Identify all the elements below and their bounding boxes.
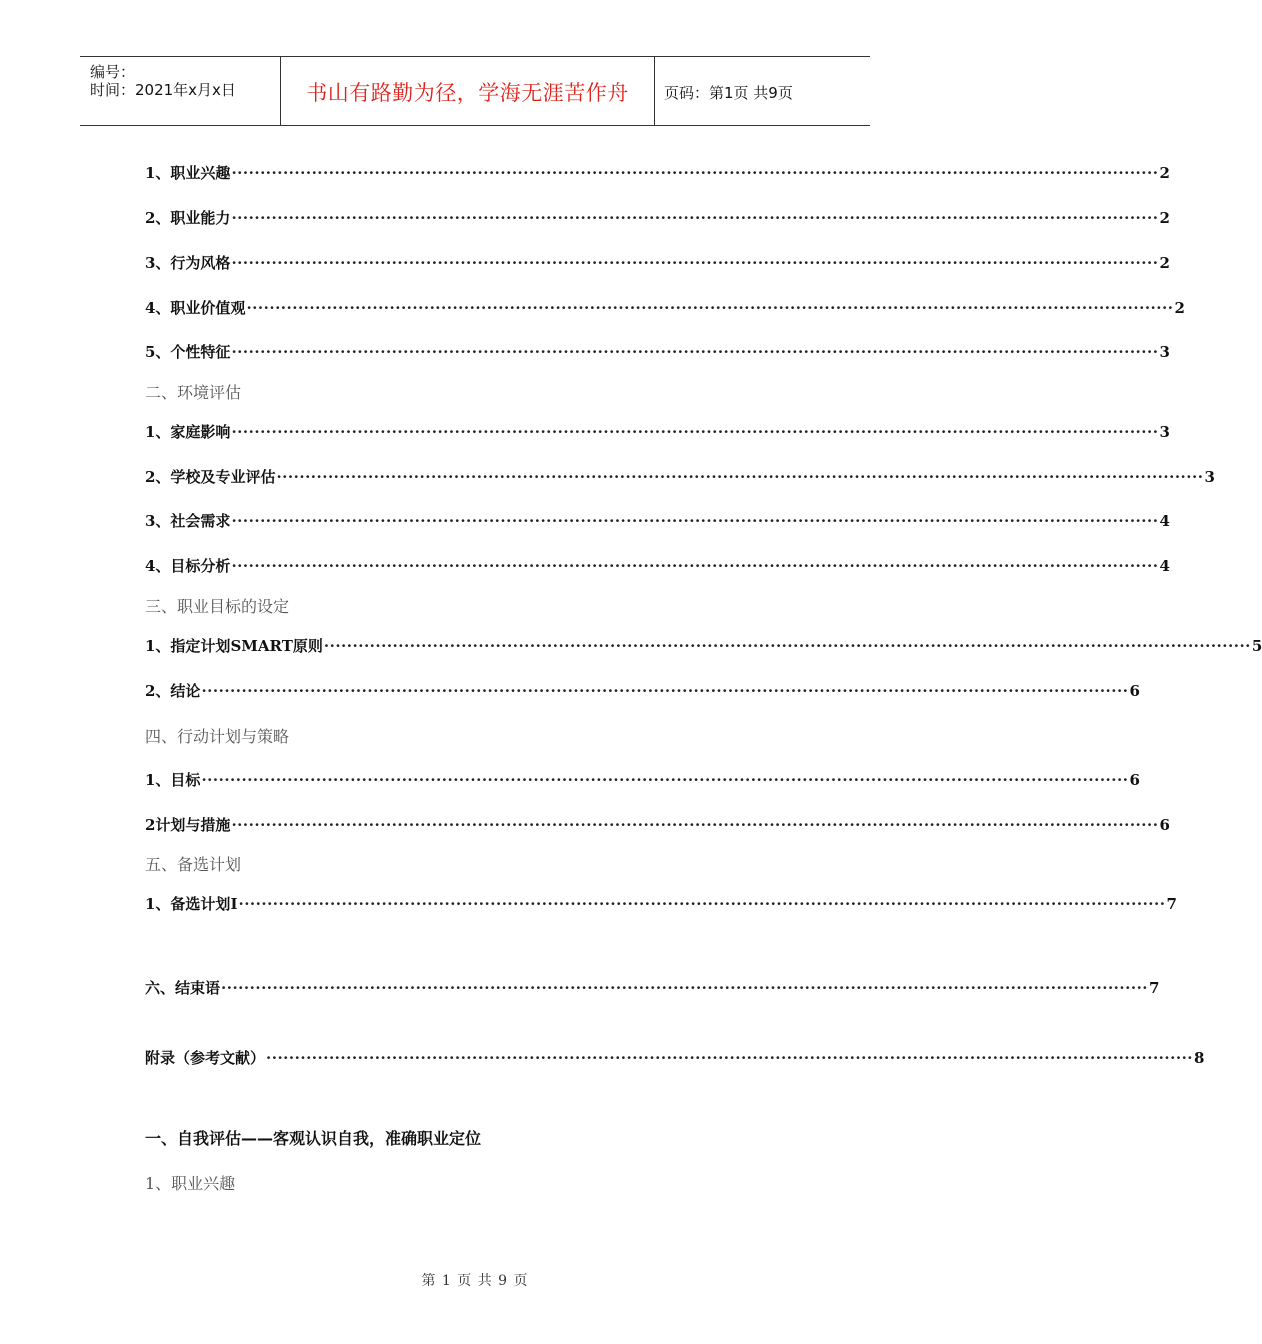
toc-entry-title: 3、社会需求 — [145, 512, 231, 530]
toc-entry-page: 3 — [1204, 468, 1215, 486]
toc-leader-dots: ·································································································································································· — [201, 771, 1129, 789]
toc-entry-title: 1、目标 — [145, 771, 201, 789]
toc-entry[interactable] — [145, 162, 1170, 184]
toc-entry-title: 4、目标分析 — [145, 557, 231, 575]
toc-entry[interactable] — [145, 252, 1170, 274]
toc-entry-page: 6 — [1129, 771, 1140, 789]
toc-entry-page: 3 — [1159, 343, 1170, 361]
toc-leader-dots: ·································································································································································· — [276, 468, 1204, 486]
toc-section-heading[interactable]: 五、备选计划 — [145, 855, 242, 874]
toc-entry-page: 5 — [1251, 637, 1262, 655]
time-label: 时间：2021年x月x日 — [90, 81, 236, 99]
toc-entry-page: 6 — [1129, 682, 1140, 700]
toc-leader-dots: ·································································································································································· — [231, 343, 1159, 361]
toc-entry-title: 1、备选计划Ⅰ — [145, 895, 238, 913]
toc-entry[interactable] — [145, 297, 1185, 319]
header-motto-cell — [281, 57, 655, 125]
toc-entry-page: 3 — [1159, 423, 1170, 441]
toc-entry-page: 8 — [1194, 1049, 1205, 1067]
toc-leader-dots: ·································································································································································· — [221, 979, 1149, 997]
toc-leader-dots: ·································································································································································· — [201, 682, 1129, 700]
subsection-heading: 1、职业兴趣 — [145, 1174, 236, 1193]
toc-entry[interactable] — [145, 680, 1140, 702]
toc-leader-dots: ·································································································································································· — [246, 299, 1174, 317]
toc-leader-dots: ·································································································································································· — [231, 423, 1159, 441]
toc-entry[interactable] — [145, 341, 1170, 363]
toc-entry-page: 7 — [1149, 979, 1160, 997]
page-header — [80, 56, 870, 126]
toc-section-heading[interactable]: 三、职业目标的设定 — [145, 597, 290, 616]
toc-section-heading[interactable]: 四、行动计划与策略 — [145, 727, 290, 746]
toc-entry-title: 附录（参考文献） — [145, 1049, 266, 1067]
toc-entry[interactable] — [145, 635, 1262, 657]
header-page-cell — [655, 57, 870, 125]
toc-entry-title: 2、结论 — [145, 682, 201, 700]
toc-entry[interactable] — [145, 207, 1170, 229]
toc-leader-dots: ·································································································································································· — [231, 209, 1159, 227]
toc-entry-title: 3、行为风格 — [145, 254, 231, 272]
toc-entry[interactable] — [145, 1047, 1205, 1069]
toc-leader-dots: ·································································································································································· — [231, 512, 1159, 530]
page-footer: 第 1 页 共 9 页 — [421, 1273, 529, 1289]
toc-section-heading[interactable]: 二、环境评估 — [145, 383, 242, 402]
toc-entry-title: 2、学校及专业评估 — [145, 468, 276, 486]
toc-entry[interactable] — [145, 466, 1215, 488]
toc-entry[interactable] — [145, 814, 1170, 836]
header-meta-cell — [80, 57, 281, 125]
number-label: 编号： — [90, 63, 136, 81]
toc-entry-page: 4 — [1159, 512, 1170, 530]
toc-leader-dots: ·································································································································································· — [231, 557, 1159, 575]
toc-entry[interactable] — [145, 977, 1160, 999]
toc-entry-page: 6 — [1159, 816, 1170, 834]
toc-entry-title: 2计划与措施 — [145, 816, 231, 834]
toc-leader-dots: ·································································································································································· — [238, 895, 1166, 913]
toc-entry-title: 1、家庭影响 — [145, 423, 231, 441]
toc-entry[interactable] — [145, 510, 1170, 532]
toc-entry-page: 7 — [1166, 895, 1177, 913]
toc-entry[interactable] — [145, 769, 1140, 791]
toc-entry[interactable] — [145, 555, 1170, 577]
toc-entry-title: 六、结束语 — [145, 979, 221, 997]
toc-leader-dots: ·································································································································································· — [266, 1049, 1194, 1067]
toc-entry-page: 2 — [1159, 209, 1170, 227]
toc-leader-dots: ·································································································································································· — [231, 164, 1159, 182]
toc-entry-page: 4 — [1159, 557, 1170, 575]
section-heading: 一、自我评估——客观认识自我，准确职业定位 — [145, 1129, 482, 1148]
toc-entry-page: 2 — [1174, 299, 1185, 317]
toc-entry-page: 2 — [1159, 254, 1170, 272]
toc-entry-title: 2、职业能力 — [145, 209, 231, 227]
toc-entry[interactable] — [145, 893, 1177, 915]
toc-entry-title: 1、指定计划SMART原则 — [145, 637, 323, 655]
toc-leader-dots: ·································································································································································· — [231, 816, 1159, 834]
toc-entry-page: 2 — [1159, 164, 1170, 182]
toc-leader-dots: ·································································································································································· — [231, 254, 1159, 272]
header-page-info: 页码：第1页 共9页 — [664, 84, 793, 102]
motto-text: 书山有路勤为径，学海无涯苦作舟 — [306, 81, 629, 105]
toc-entry-title: 5、个性特征 — [145, 343, 231, 361]
toc-leader-dots: ·································································································································································· — [323, 637, 1251, 655]
toc-entry-title: 1、职业兴趣 — [145, 164, 231, 182]
toc-entry-title: 4、职业价值观 — [145, 299, 246, 317]
toc-entry[interactable] — [145, 421, 1170, 443]
